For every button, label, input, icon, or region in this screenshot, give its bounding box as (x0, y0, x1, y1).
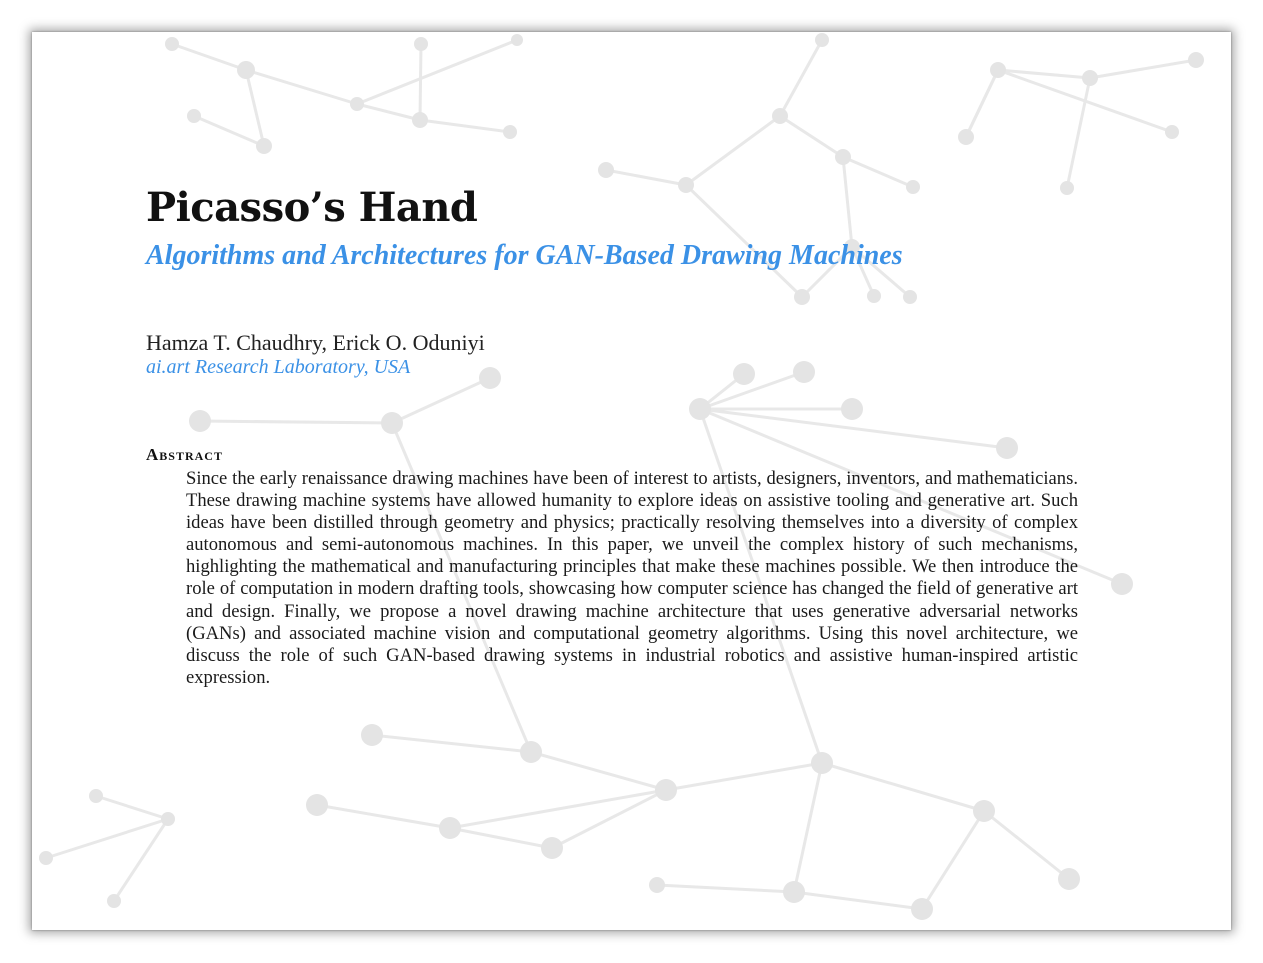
abstract-body: Since the early renaissance drawing machines have been of interest to artists, designers, inventors, and mathematicians. These drawing machine systems have allowed humanity to explore ideas on assistive tooling and generative art. Such ideas have been distilled through geometry and physics; practically resolving themselves into a diversity of complex autonomous and semi-autonomous machines. In this paper, we unveil the complex history of such mechanisms, highlighting the mathematical and manufacturing principles that make these machines possible. We then introduce the role of computation in modern drafting tools, showcasing how computer science has changed the field of generative art and design. Finally, we propose a novel drawing machine architecture that uses generative adversarial networks (GANs) and associated machine vision and computational geometry algorithms. Using this novel architecture, we discuss the role of such GAN-based drawing systems in industrial robotics and assistive human-inspired artistic expression. (186, 468, 1078, 688)
paper-title: Picasso’s Hand (146, 184, 478, 231)
paper-page (32, 32, 1231, 930)
abstract-heading: Abstract (146, 445, 223, 464)
paper-authors: Hamza T. Chaudhry, Erick O. Oduniyi (146, 330, 485, 355)
paper-affiliation: ai.art Research Laboratory, USA (146, 356, 411, 378)
paper-subtitle: Algorithms and Architectures for GAN-Based Drawing Machines (146, 240, 903, 271)
paper-content (32, 32, 1231, 930)
